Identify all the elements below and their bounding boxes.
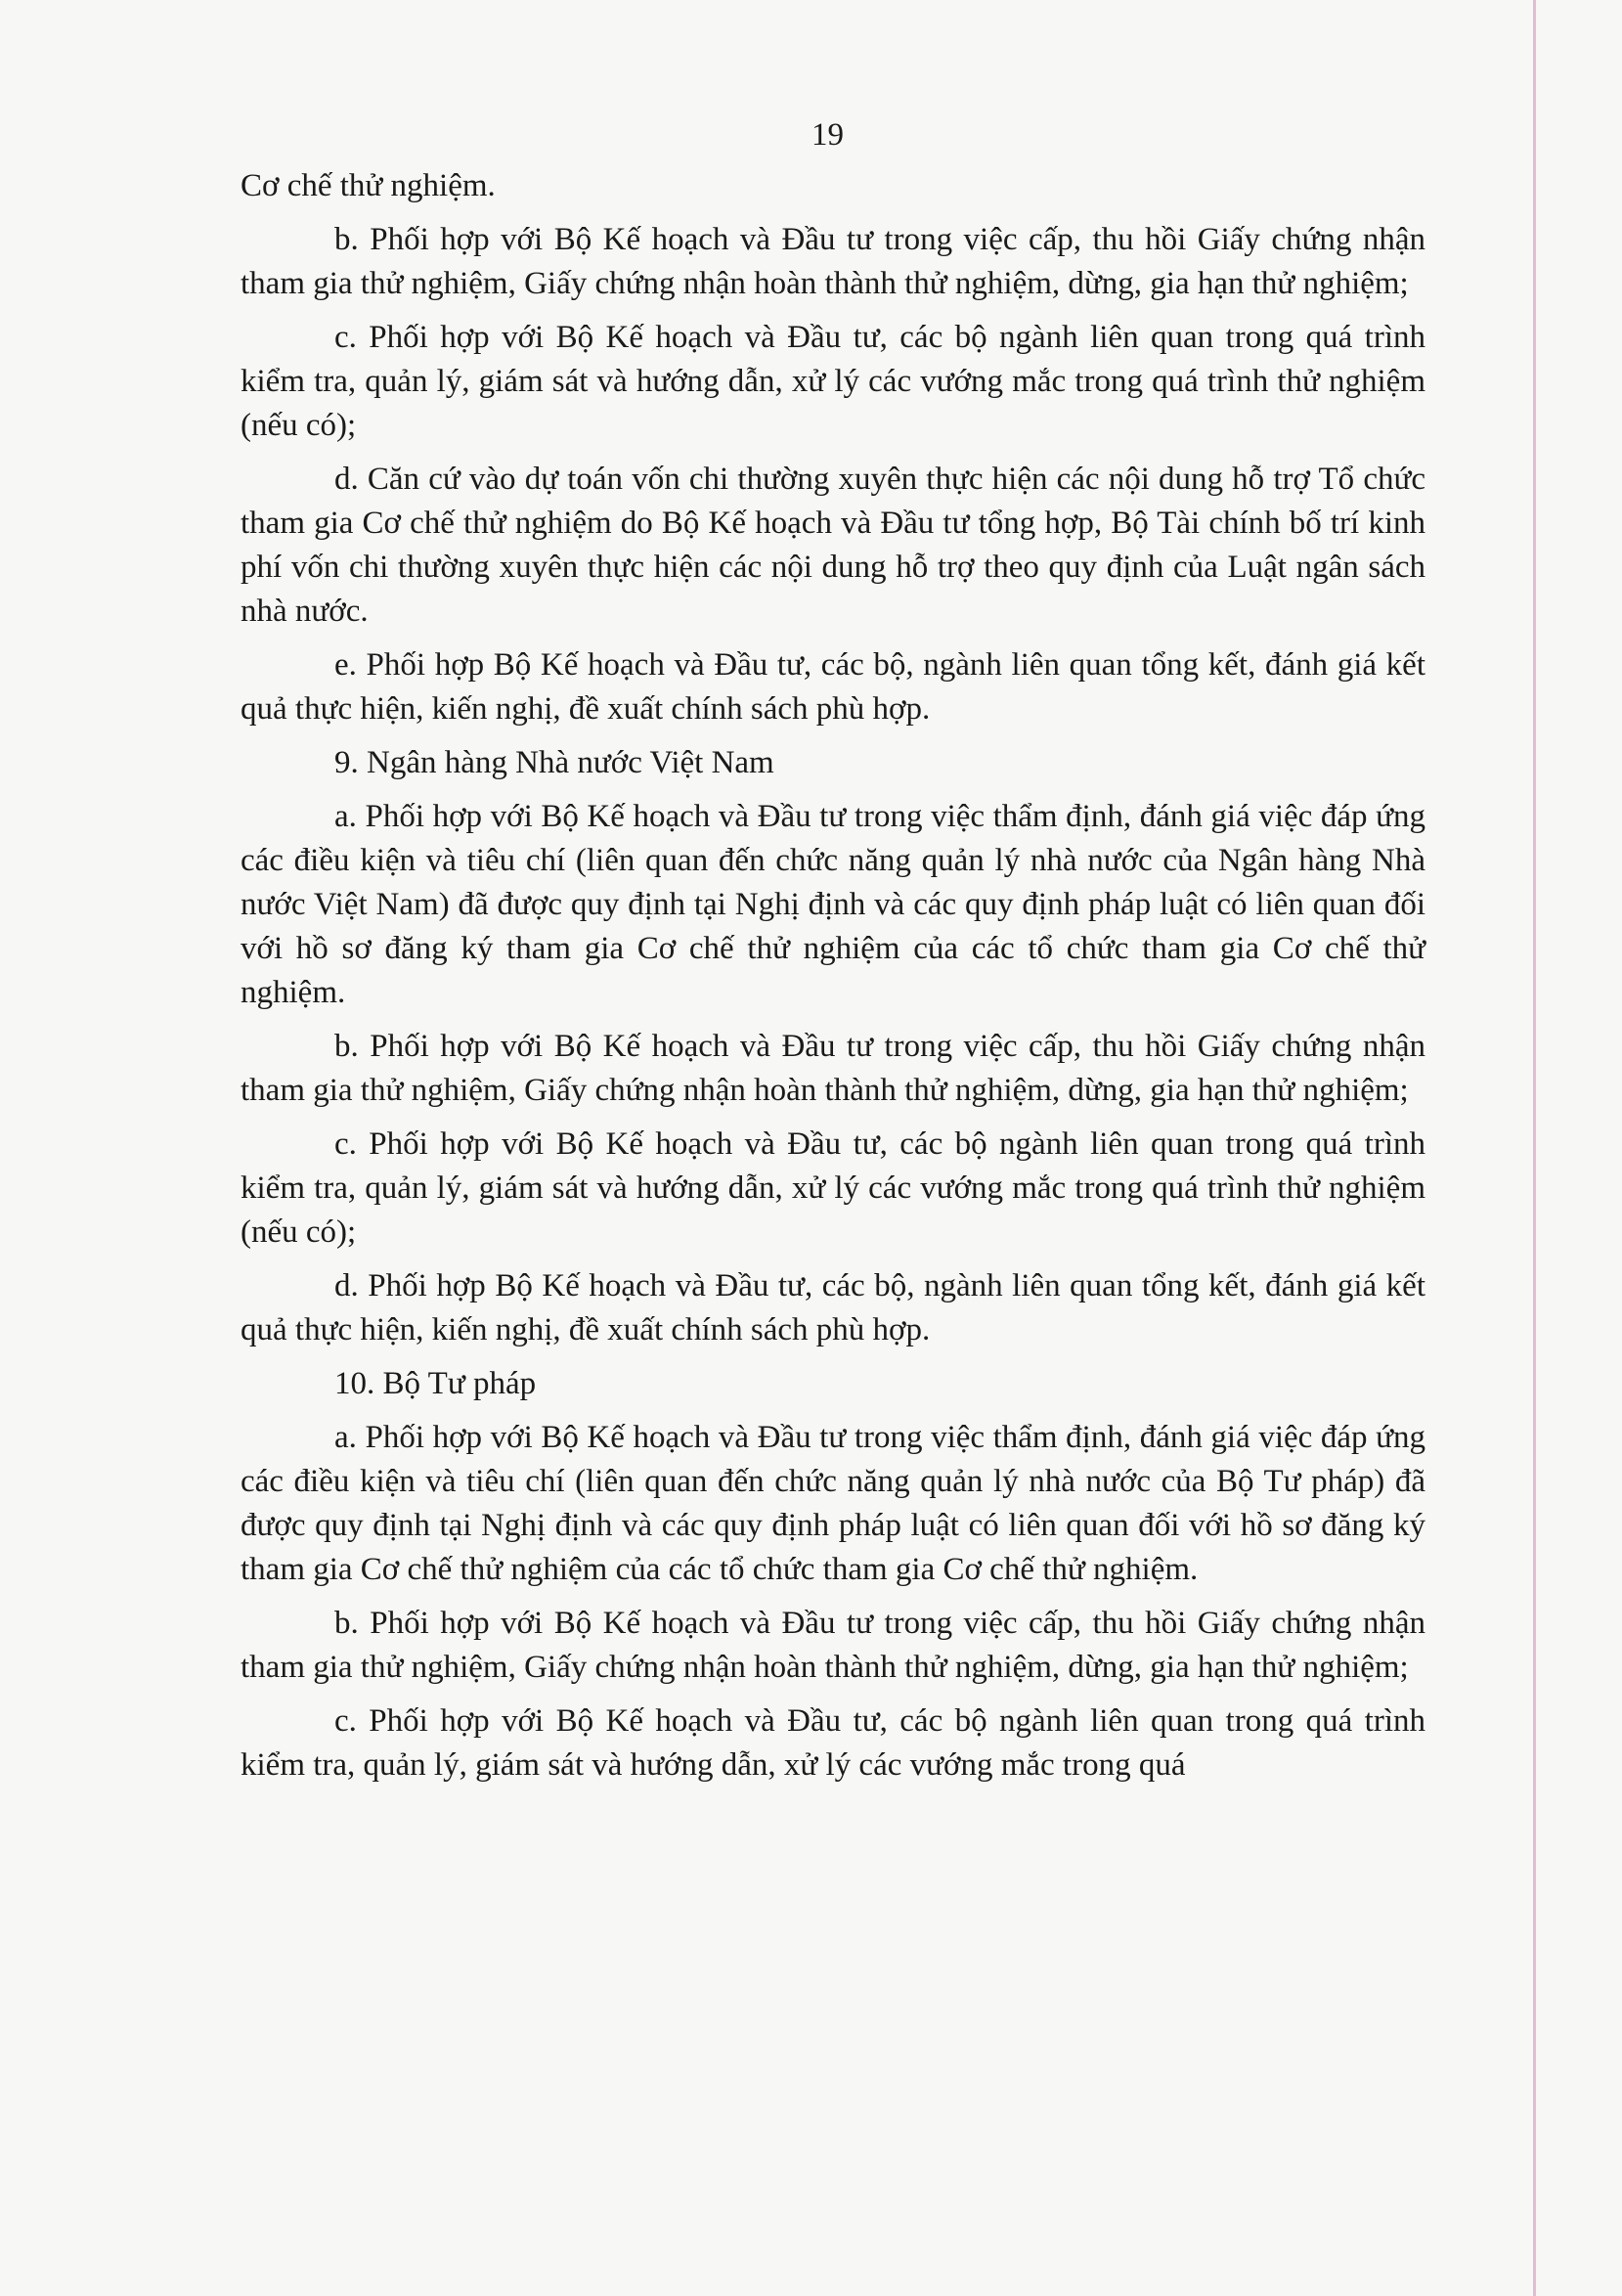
paragraph-8b: b. Phối hợp với Bộ Kế hoạch và Đầu tư trong việc cấp, thu hồi Giấy chứng nhận tham gia thử nghiệm, Giấy chứng nhận hoàn thành thử nghiệm, dừng, gia hạn thử nghiệm; [241, 222, 1425, 301]
paragraph-8d: d. Căn cứ vào dự toán vốn chi thường xuyên thực hiện các nội dung hỗ trợ Tổ chức tham gia Cơ chế thử nghiệm do Bộ Kế hoạch và Đầu tư tổng hợp, Bộ Tài chính bố trí kinh phí vốn chi thường xuyên thực hiện các nội dung hỗ trợ theo quy định của Luật ngân sách nhà nước. [241, 462, 1425, 629]
paragraph-10a: a. Phối hợp với Bộ Kế hoạch và Đầu tư trong việc thẩm định, đánh giá việc đáp ứng các điều kiện và tiêu chí (liên quan đến chức năng quản lý nhà nước của Bộ Tư pháp) đã được quy định tại Nghị định và các quy định pháp luật có liên quan đối với hồ sơ đăng ký tham gia Cơ chế thử nghiệm của các tổ chức tham gia Cơ chế thử nghiệm. [241, 1420, 1425, 1587]
paragraph-9b: b. Phối hợp với Bộ Kế hoạch và Đầu tư trong việc cấp, thu hồi Giấy chứng nhận tham gia thử nghiệm, Giấy chứng nhận hoàn thành thử nghiệm, dừng, gia hạn thử nghiệm; [241, 1029, 1425, 1108]
paragraph-10c: c. Phối hợp với Bộ Kế hoạch và Đầu tư, các bộ ngành liên quan trong quá trình kiểm tra, quản lý, giám sát và hướng dẫn, xử lý các vướng mắc trong quá [241, 1703, 1425, 1783]
section-heading-10: 10. Bộ Tư pháp [334, 1366, 537, 1401]
section-heading-9: 9. Ngân hàng Nhà nước Việt Nam [334, 745, 774, 780]
paragraph-9a: a. Phối hợp với Bộ Kế hoạch và Đầu tư trong việc thẩm định, đánh giá việc đáp ứng các điều kiện và tiêu chí (liên quan đến chức năng quản lý nhà nước của Ngân hàng Nhà nước Việt Nam) đã được quy định tại Nghị định và các quy định pháp luật có liên quan đối với hồ sơ đăng ký tham gia Cơ chế thử nghiệm của các tổ chức tham gia Cơ chế thử nghiệm. [241, 799, 1425, 1010]
document-body [241, 164, 1425, 1797]
paragraph-9c: c. Phối hợp với Bộ Kế hoạch và Đầu tư, các bộ ngành liên quan trong quá trình kiểm tra, quản lý, giám sát và hướng dẫn, xử lý các vướng mắc trong quá trình thử nghiệm (nếu có); [241, 1126, 1425, 1250]
page-number: 19 [811, 117, 844, 153]
paragraph-8e: e. Phối hợp Bộ Kế hoạch và Đầu tư, các bộ, ngành liên quan tổng kết, đánh giá kết quả thực hiện, kiến nghị, đề xuất chính sách phù hợp. [241, 647, 1425, 727]
paragraph-10b: b. Phối hợp với Bộ Kế hoạch và Đầu tư trong việc cấp, thu hồi Giấy chứng nhận tham gia thử nghiệm, Giấy chứng nhận hoàn thành thử nghiệm, dừng, gia hạn thử nghiệm; [241, 1606, 1425, 1685]
paragraph-continuation: Cơ chế thử nghiệm. [241, 168, 496, 203]
scan-edge-line [1533, 0, 1536, 2296]
paragraph-8c: c. Phối hợp với Bộ Kế hoạch và Đầu tư, các bộ ngành liên quan trong quá trình kiểm tra, quản lý, giám sát và hướng dẫn, xử lý các vướng mắc trong quá trình thử nghiệm (nếu có); [241, 320, 1425, 443]
paragraph-9d: d. Phối hợp Bộ Kế hoạch và Đầu tư, các bộ, ngành liên quan tổng kết, đánh giá kết quả thực hiện, kiến nghị, đề xuất chính sách phù hợp. [241, 1268, 1425, 1347]
